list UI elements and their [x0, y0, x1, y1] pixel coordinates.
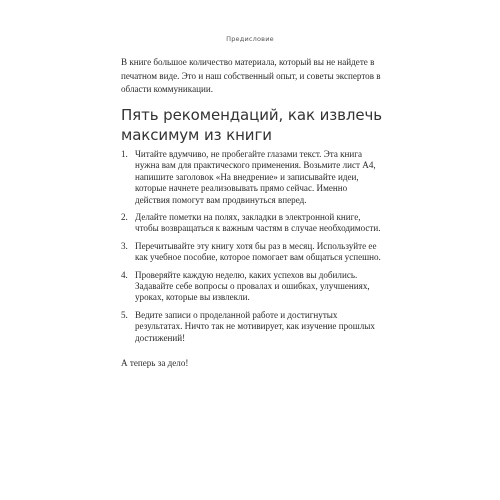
closing-line: А теперь за дело! — [121, 358, 189, 368]
list-item-text: Перечитывайте эту книгу хотя бы раз в месяц. Используйте ее как учебное пособие, которое помогает вам общаться успешно. — [135, 240, 381, 263]
running-head: Предисловие — [226, 35, 274, 43]
list-item-number: 2. — [121, 212, 128, 223]
list-item-text: Читайте вдумчиво, не пробегайте глазами текст. Эта книга нужна вам для практического применения. Возьмите лист А4, напишите заголовок «На внедрение» и записывайте идеи, которые начнете реализовывать прямо сейчас. Именно действия помогут вам продвинуться вперед. — [135, 149, 376, 205]
list-item — [121, 310, 383, 344]
intro-paragraph: В книге большое количество материала, который вы не найдете в печатном виде. Это и наш собственный опыт, и советы экспертов в области коммуникации. — [121, 57, 381, 94]
list-item-number: 3. — [121, 240, 128, 251]
section-heading: Пять рекомендаций, как извлечь максимум из книги — [121, 106, 382, 144]
list-item — [121, 149, 383, 206]
list-item-number: 1. — [121, 149, 128, 159]
list-item-text: Проверяйте каждую неделю, каких успехов вы добились. Задавайте себе вопросы о провалах и ошибках, улучшениях, уроках, которые вы извлекли. — [135, 269, 370, 303]
list-item-text: Делайте пометки на полях, закладки в электронной книге, чтобы возвращаться к важным частям в случае необходимости. — [135, 212, 381, 234]
list-item — [121, 241, 383, 264]
list-item — [121, 212, 383, 235]
list-item — [121, 270, 383, 304]
list-item-text: Ведите записи о проделанной работе и достигнутых результатах. Ничто так не мотивирует, как изучение прошлых достижений! — [135, 309, 375, 343]
list-item-number: 4. — [121, 269, 128, 280]
recommendations-list — [121, 149, 383, 350]
list-item-number: 5. — [121, 309, 128, 320]
